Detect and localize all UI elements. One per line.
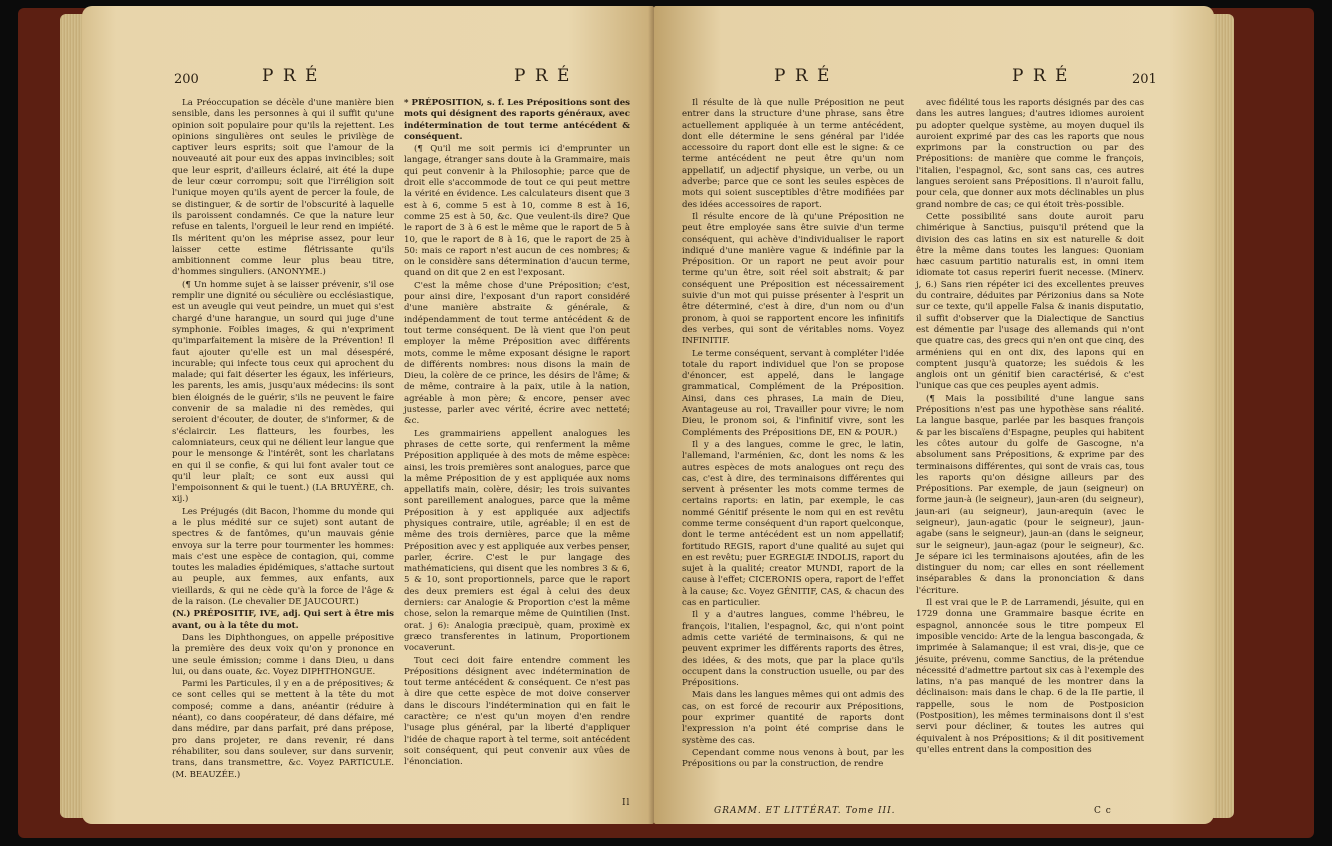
paragraph: (¶ Un homme sujet à se laisser prévenir, s'il ose remplir une dignité ou séculière ou ecclésiastique, est un aveugle qui veut peindre, un muet qui s'est chargé d'une harangue, un sourd qui juge d'une symphonie. Foibles images, & qui n'expriment qu'imparfaitement la misère de la Prévention! Il faut ajouter qu'elle est un mal désespéré, incurable; qui infecte tous ceux qui aprochent du malade; qui fait déserter les égaux, les inférieurs, les parents, les amis, jusqu'aux médecins: ils sont bien éloignés de le guérir, s'ils ne peuvent le faire convenir de sa maladie ni des remèdes, qui seroient d'écouter, de douter, de s'informer, & de s'éclaircir. Les flatteurs, les fourbes, les calomniateurs, ceux qui ne délient leur langue que pour le mensonge & l'intérêt, sont les charlatans en qui il se confie, & qui lui font avaler tout ce qu'il leur plaît; ce sont eux aussi qui l'empoisonnent & qui le tuent.) (LA BRUYÈRE, ch. xij.): [172, 279, 394, 505]
paragraph: Il est vrai que le P. de Larramendi, jésuite, qui en 1729 donna une Grammaire basque écrite en espagnol, annoncée sous le titre pompeux El imposible vencido: Arte de la lengua bascongada, & imprimée à Salamanque; il est vrai, dis-je, que ce jésuite, prévenu, comme Sanctius, de la prétendue nécessité d'admettre partout six cas à l'exemple des latins, n'a pas manqué de les montrer dans la déclinaison: mais dans le chap. 6 de la IIe partie, il rappelle, sous le nom de Postposicion (Postposition), les mêmes terminaisons dont il s'est servi pour décliner, & toutes les autres qui équivalent à nos Prépositions; & il dit positivement qu'elles entrent dans la composition des: [916, 598, 1145, 755]
paragraph: Le terme conséquent, servant à compléter l'idée totale du raport individuel que l'on se propose d'énoncer, est appelé, dans le langage grammatical, Complément de la Préposition. Ainsi, dans ces phrases, La main de Dieu, Avantageuse au roi, Travailler pour vivre; le nom Dieu, le pronom soi, & l'infinitif vivre, sont les Compléments des Prépositions DE, EN & POUR.): [682, 348, 904, 438]
paragraph: Mais dans les langues mêmes qui ont admis des cas, on est forcé de recourir aux Prépositions, pour exprimer quantité de raports dont l'expression n'a point été comprise dans le système des cas.: [682, 690, 904, 746]
right-column-1: [682, 98, 904, 772]
entry-heading-preposition: * PRÉPOSITION, s. f. Les Prépositions sont des mots qui désignent des raports généraux, avec indétermination de tout terme antécédent & conséquent.: [404, 98, 630, 142]
paragraph: (¶ Qu'il me soit permis ici d'emprunter un langage, étranger sans doute à la Grammaire, mais qui peut convenir à la Philosophie; parce que de droit elle s'accommode de tout ce qui peut mettre la vérité en évidence. Les calculateurs disent que 3 est à 6, comme 5 est à 10, comme 8 est à 16, comme 25 est à 50, &c. Que veulent-ils dire? Que le raport de 3 à 6 est le même que le raport de 5 à 10, que le raport de 8 à 16, que le raport de 25 à 50: mais ce raport n'est aucun de ces nombres; & on le considère sans détermination d'aucun terme, quand on dit que 2 en est l'exposant.: [404, 144, 630, 279]
paragraph: Cette possibilité sans doute auroit paru chimérique à Sanctius, puisqu'il prétend que la division des cas latins en six est naturelle & doit être la même dans toutes les langues: Quoniam hæc casuum partitio naturalis est, in omni item idiomate tot casus reperiri fuerit necesse. (Minerv. j, 6.) Sans rien répéter ici des excellentes preuves du contraire, déduites par Périzonius dans sa Note sur ce texte, qu'il appelle Falsa & inanis disputatio, il suffit d'observer que la Dialectique de Sanctius est démentie par l'usage des allemands qui n'ont que quatre cas, des grecs qui n'en ont que cinq, des arméniens qui en ont dix, des lapons qui en comptent jusqu'à quatorze; les suédois & les anglois ont un génitif bien caractérisé, & c'est l'unique cas que ces peuples ayent admis.: [916, 211, 1144, 392]
paragraph: avec fidélité tous les raports désignés par des cas dans les autres langues; d'autres idiomes auroient pu adopter quelque système, au moyen duquel ils auroient exprimé par des cas les raports que nous exprimons par la construction ou par des Prépositions: de manière que comme le françois, l'italien, l'espagnol, &c, sont sans cas, ces autres langues seroient sans Prépositions. Il n'auroit fallu, pour cela, que donner aux mots déclinables un plus grand nombre de cas; ce qui étoit très-possible.: [916, 98, 1144, 210]
left-column-2: [404, 98, 630, 770]
running-header-left-1: P R É: [262, 66, 320, 86]
left-column-1: [172, 98, 394, 782]
paragraph: Il résulte de là que nulle Préposition ne peut entrer dans la structure d'une phrase, sans être actuellement appliquée à un terme antécédent, dont elle détermine le sens général par l'idée accessoire du raport dont elle est le signe: & ce terme antécédent ne peut être qu'un nom appellatif, un adjectif physique, un verbe, ou un adverbe; parce que ce sont les seules espèces de mots qui soient susceptibles d'être modifiées par des idées accessoires de raport.: [682, 98, 904, 210]
entry-heading-prepositif: (N.) PRÉPOSITIF, IVE, adj. Qui sert à être mis avant, ou à la tête du mot.: [172, 609, 394, 631]
page-footer-signature-line: GRAMM. ET LITTÉRAT. Tome III.: [714, 806, 896, 816]
left-page-edges: [60, 14, 84, 818]
right-page-edges: [1212, 14, 1234, 818]
signature-mark: C c: [1094, 806, 1112, 816]
paragraph: (¶ Mais la possibilité d'une langue sans Prépositions n'est pas une hypothèse sans réalité. La langue basque, parlée par les basques françois & par les biscaïens d'Espagne, peuples qui habitent les côtes autour du golfe de Gascogne, n'a absolument sans Prépositions, & exprime par des terminaisons différentes, qui sont de vrais cas, tous les raports qu'on désigne ailleurs par des Prépositions. Par exemple, de jaun (seigneur) on forme jaun-à (le seigneur), jaun-aren (du seigneur), jaun-ari (au seigneur), jaun-arequin (avec le seigneur), jaun-agatic (pour le seigneur), jaun-agabe (sans le seigneur), jaun-an (dans le seigneur, sur le seigneur), jaun-agaz (pour le seigneur), &c. Je sépare ici les terminaisons ajoutées, afin de les distinguer du nom; car elles en sont réellement inséparables & dans la prononciation & dans l'écriture.: [916, 393, 1144, 596]
paragraph: Il y a d'autres langues, comme l'hébreu, le françois, l'italien, l'espagnol, &c, qui n'ont point admis cette variété de terminaisons, & qui ne peuvent exprimer les différents raports des êtres, des idées, & des mots, que par la place qu'ils occupent dans la construction usuelle, ou par des Prépositions.: [682, 610, 904, 689]
paragraph: Cependant comme nous venons à bout, par les Prépositions ou par la construction, de rendre: [682, 747, 904, 770]
right-column-2: [916, 98, 1144, 757]
running-header-right-1: P R É: [774, 66, 832, 86]
running-header-right-2: P R É: [1012, 66, 1070, 86]
page-number-left: 200: [174, 72, 199, 87]
paragraph: Il résulte encore de là qu'une Préposition ne peut être employée sans être suivie d'un terme conséquent, qui achève d'individualiser le raport indiqué d'une manière vague & indéfinie par la Préposition. Or un raport ne peut avoir pour terme qu'un être, soit réel soit abstrait; & par conséquent une Préposition est nécessairement suivie d'un mot qui puisse présenter à l'esprit un être déterminé, c'est à dire, d'un nom ou d'un pronom, à quoi se rapportent encore les infinitifs des verbes, qui sont de véritables noms. Voyez INFINITIF.: [682, 211, 904, 347]
paragraph: Dans les Diphthongues, on appelle prépositive la première des deux voix qu'on y prononce en une seule émission; comme i dans Dieu, u dans lui, ou dans ouate, &c. Voyez DIPHTHONGUE.: [172, 632, 394, 677]
page-number-right: 201: [1132, 72, 1157, 87]
paragraph: C'est la même chose d'une Préposition; c'est, pour ainsi dire, l'exposant d'un raport considéré d'une manière abstraite & générale, & indépendamment de tout terme antécédent & de tout terme conséquent. De là vient que l'on peut employer la même Préposition avec différents mots, comme le même exposant désigne le raport de différents nombres: nous disons la main de Dieu, la colère de ce prince, les désirs de l'âme; & de même, contraire à la paix, utile à la nation, agréable à mon père; & encore, penser avec justesse, parler avec vérité, écrire avec netteté; &c.: [404, 280, 630, 427]
paragraph: Les grammairiens appellent analogues les phrases de cette sorte, qui renferment la même Préposition appliquée à des mots de même espèce: ainsi, les trois premières sont analogues, parce que la même Préposition de y est appliquée aux noms appellatifs main, colère, désir; les trois suivantes sont pareillement analogues, parce que la même Préposition à y est appliquée aux adjectifs physiques contraire, utile, agréable; il en est de même des trois dernières, parce que la même Préposition avec y est appliquée aux verbes penser, parler, écrire. C'est le pur langage des mathématiciens, qui disent que les nombres 3 & 6, 5 & 10, sont proportionnels, parce que le raport des deux premiers est égal à celui des deux derniers: car Analogie & Proportion c'est la même chose, selon la remarque même de Quintilien (Inst. orat. j 6): Analogia præcipuè, quam, proximè ex græco transferentes in latinum, Proportionem vocaverunt.: [404, 428, 630, 654]
right-page: [654, 6, 1214, 824]
left-page: [82, 6, 654, 824]
running-header-left-2: P R É: [514, 66, 572, 86]
paragraph: Tout ceci doit faire entendre comment les Prépositions désignent avec indétermination de tout terme antécédent & conséquent. Ce n'est pas à dire que cette espèce de mot doive conserver dans le discours l'indétermination qui en fait le caractère; ce n'est qu'un moyen d'en rendre l'usage plus général, par la liberté d'appliquer l'idée de chaque raport à tel terme, soit antécédent soit conséquent, qui peut convenir aux vûes de l'énonciation.: [404, 655, 630, 768]
paragraph: La Préoccupation se décèle d'une manière bien sensible, dans les personnes à qui il suffit qu'une opinion soit populaire pour qu'ils la rejettent. Les opinions singulières ont seules le privilège de captiver leurs esprits; soit que l'amour de la nouveauté ait pour eux des appas invincibles; soit que leur esprit, d'ailleurs éclairé, ait été la dupe de leur cœur corrompu; soit que l'irréligion soit l'unique moyen qu'ils ayent de percer la foule, de se distinguer, & de sortir de l'obscurité à laquelle ils paroissent condamnés. Ce que la nature leur refuse en talents, l'orgueil le leur rend en impiété. Ils méritent qu'on les méprise assez, pour leur laisser cette estime flétrissante qu'ils ambitionnent comme leur plus beau titre, d'hommes singuliers. (ANONYME.): [172, 98, 394, 278]
paragraph: Les Préjugés (dit Bacon, l'homme du monde qui a le plus médité sur ce sujet) sont autant de spectres & de fantômes, qu'un mauvais génie envoya sur la terre pour tourmenter les hommes: mais c'est une espèce de contagion, qui, comme toutes les maladies épidémiques, s'attache surtout au peuple, aux femmes, aux enfants, aux vieillards, & qui ne cède qu'à la force de l'âge & de la raison. (Le chevalier DE JAUCOURT.): [172, 506, 394, 608]
catchword-left: Il: [622, 798, 631, 808]
paragraph: Il y a des langues, comme le grec, le latin, l'allemand, l'arménien, &c, dont les noms & les autres espèces de mots analogues ont reçu des cas, c'est à dire, des terminaisons différentes qui servent à présenter les mots comme termes de certains raports: en latin, par exemple, le cas nommé Génitif présente le nom qui en est revêtu comme terme conséquent d'un raport quelconque, dont le terme antécédent est un nom appellatif; fortitudo REGIS, raport d'une qualité au sujet qui en est revêtu; puer EGREGIÆ INDOLIS, raport du sujet à la qualité; creator MUNDI, raport de la cause à l'effet; CICERONIS opera, raport de l'effet à la cause; &c. Voyez GÉNITIF, CAS, & chacun des cas en particulier.: [682, 439, 904, 609]
paragraph: Parmi les Particules, il y en a de prépositives; & ce sont celles qui se mettent à la tête du mot composé; comme a dans, anéantir (réduire à néant), co dans coopérateur, dé dans défaire, mé dans médire, par dans parfait, pré dans prépose, pro dans projeter, re dans revenir, ré dans réhabiliter, sou dans soulever, sur dans survenir, trans, dans transmettre, &c. Voyez PARTICULE. (M. BEAUZÉE.): [172, 679, 394, 780]
